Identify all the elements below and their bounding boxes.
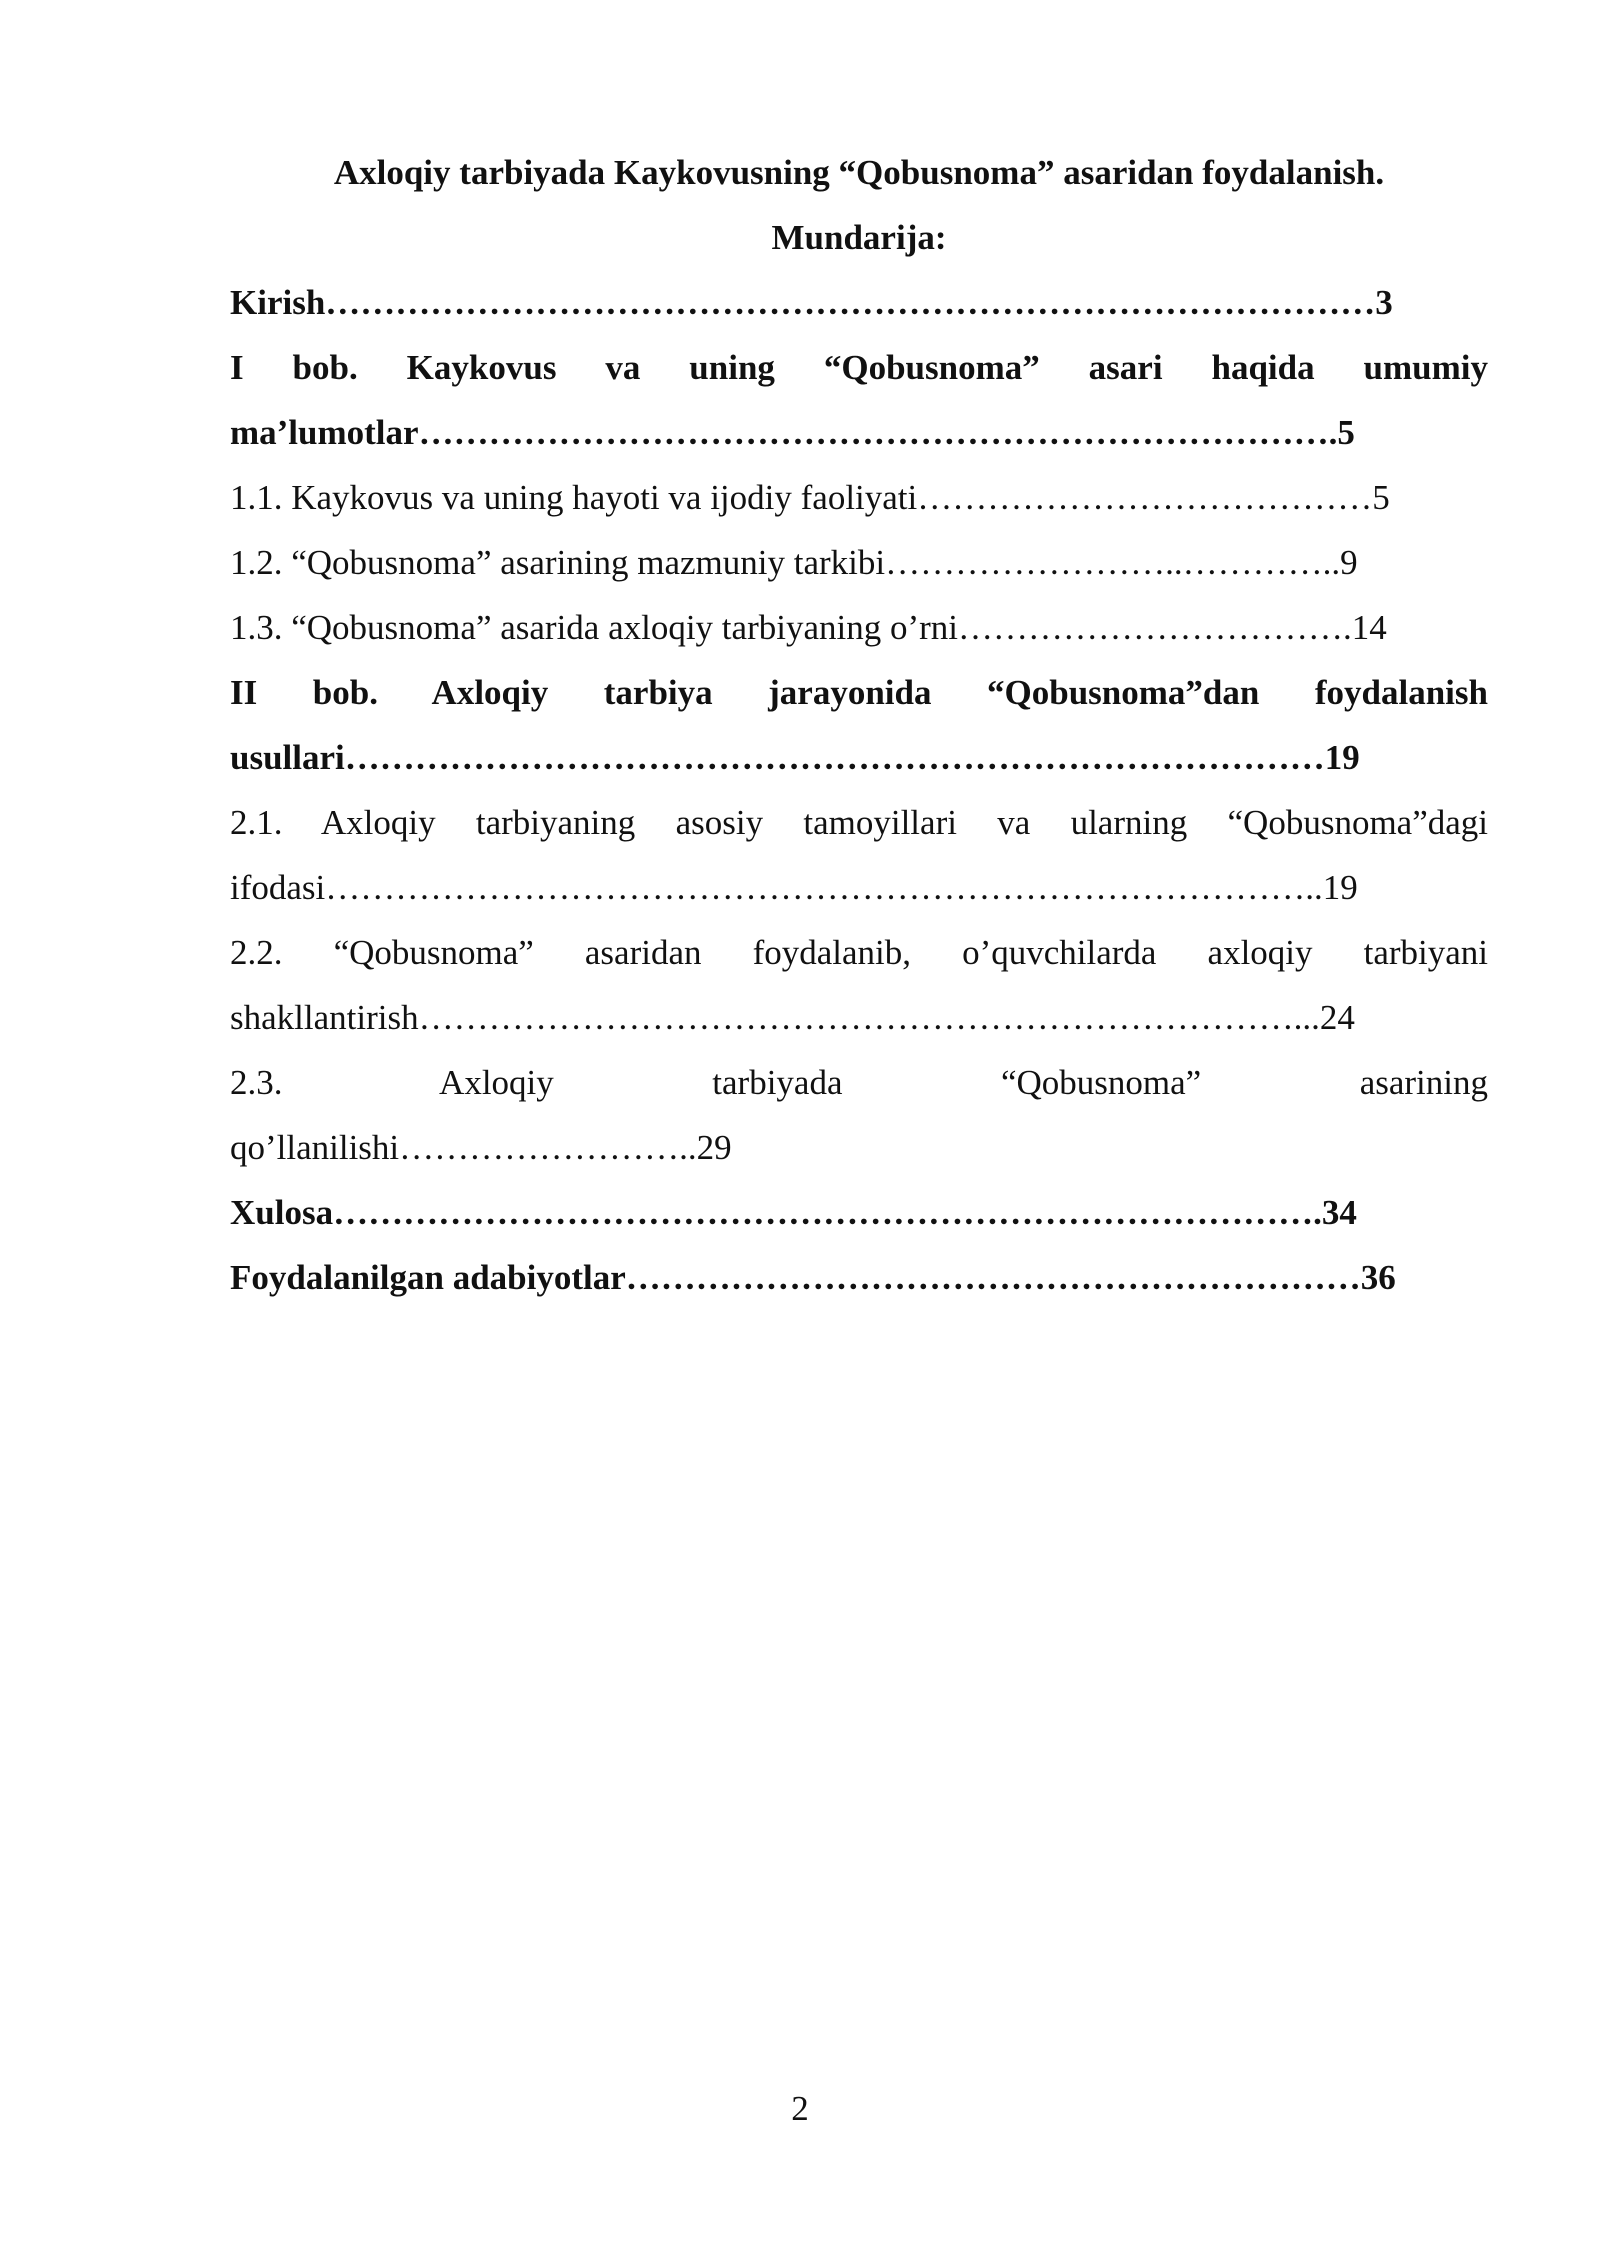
toc-entry-chapter1-line2: ma’lumotlar…………………………………………………………………….5 xyxy=(230,413,1355,452)
toc-entry-section-2-1-line2: ifodasi…………………………………………………………………………..19 xyxy=(230,868,1358,907)
toc-entry-section-1-3: 1.3. “Qobusnoma” asarida axloqiy tarbiyaning o’rni…………………………….14 xyxy=(230,608,1387,647)
toc-entry-section-2-2-line1: 2.2. “Qobusnoma” asaridan foydalanib, o’quvchilarda axloqiy tarbiyani xyxy=(230,933,1488,972)
toc-heading: Mundarija: xyxy=(771,218,947,257)
toc-entry-chapter1-line1: I bob. Kaykovus va uning “Qobusnoma” asari haqida umumiy xyxy=(230,348,1488,387)
toc-entry-kirish: Kirish………………………………………………………………………………3 xyxy=(230,283,1393,322)
toc-entry-section-1-1: 1.1. Kaykovus va uning hayoti va ijodiy faoliyati…………………………………5 xyxy=(230,478,1390,517)
page-number: 2 xyxy=(791,2089,809,2128)
document-content xyxy=(230,140,1488,1310)
toc-entry-section-1-2: 1.2. “Qobusnoma” asarining mazmuniy tarkibi……………………..…………..9 xyxy=(230,543,1358,582)
toc-entry-chapter2-line2: usullari…………………………………………………………………………19 xyxy=(230,738,1360,777)
toc-entry-section-2-3-line1: 2.3. Axloqiy tarbiyada “Qobusnoma” asarining xyxy=(230,1063,1488,1102)
toc-entry-section-2-2-line2: shakllantirish…………………………………………………………………...24 xyxy=(230,998,1355,1037)
document-title: Axloqiy tarbiyada Kaykovusning “Qobusnoma” asaridan foydalanish. xyxy=(333,153,1385,192)
toc-entry-xulosa: Xulosa………………………………………………………………………….34 xyxy=(230,1193,1357,1232)
toc-entry-chapter2-line1: II bob. Axloqiy tarbiya jarayonida “Qobusnoma”dan foydalanish xyxy=(230,673,1488,712)
toc-entry-section-2-1-line1: 2.1. Axloqiy tarbiyaning asosiy tamoyillari va ularning “Qobusnoma”dagi xyxy=(230,803,1488,842)
toc-entry-section-2-3-line2: qo’llanilishi……………………..29 xyxy=(230,1128,732,1167)
toc-entry-adabiyotlar: Foydalanilgan adabiyotlar………………………………………………………36 xyxy=(230,1258,1396,1297)
